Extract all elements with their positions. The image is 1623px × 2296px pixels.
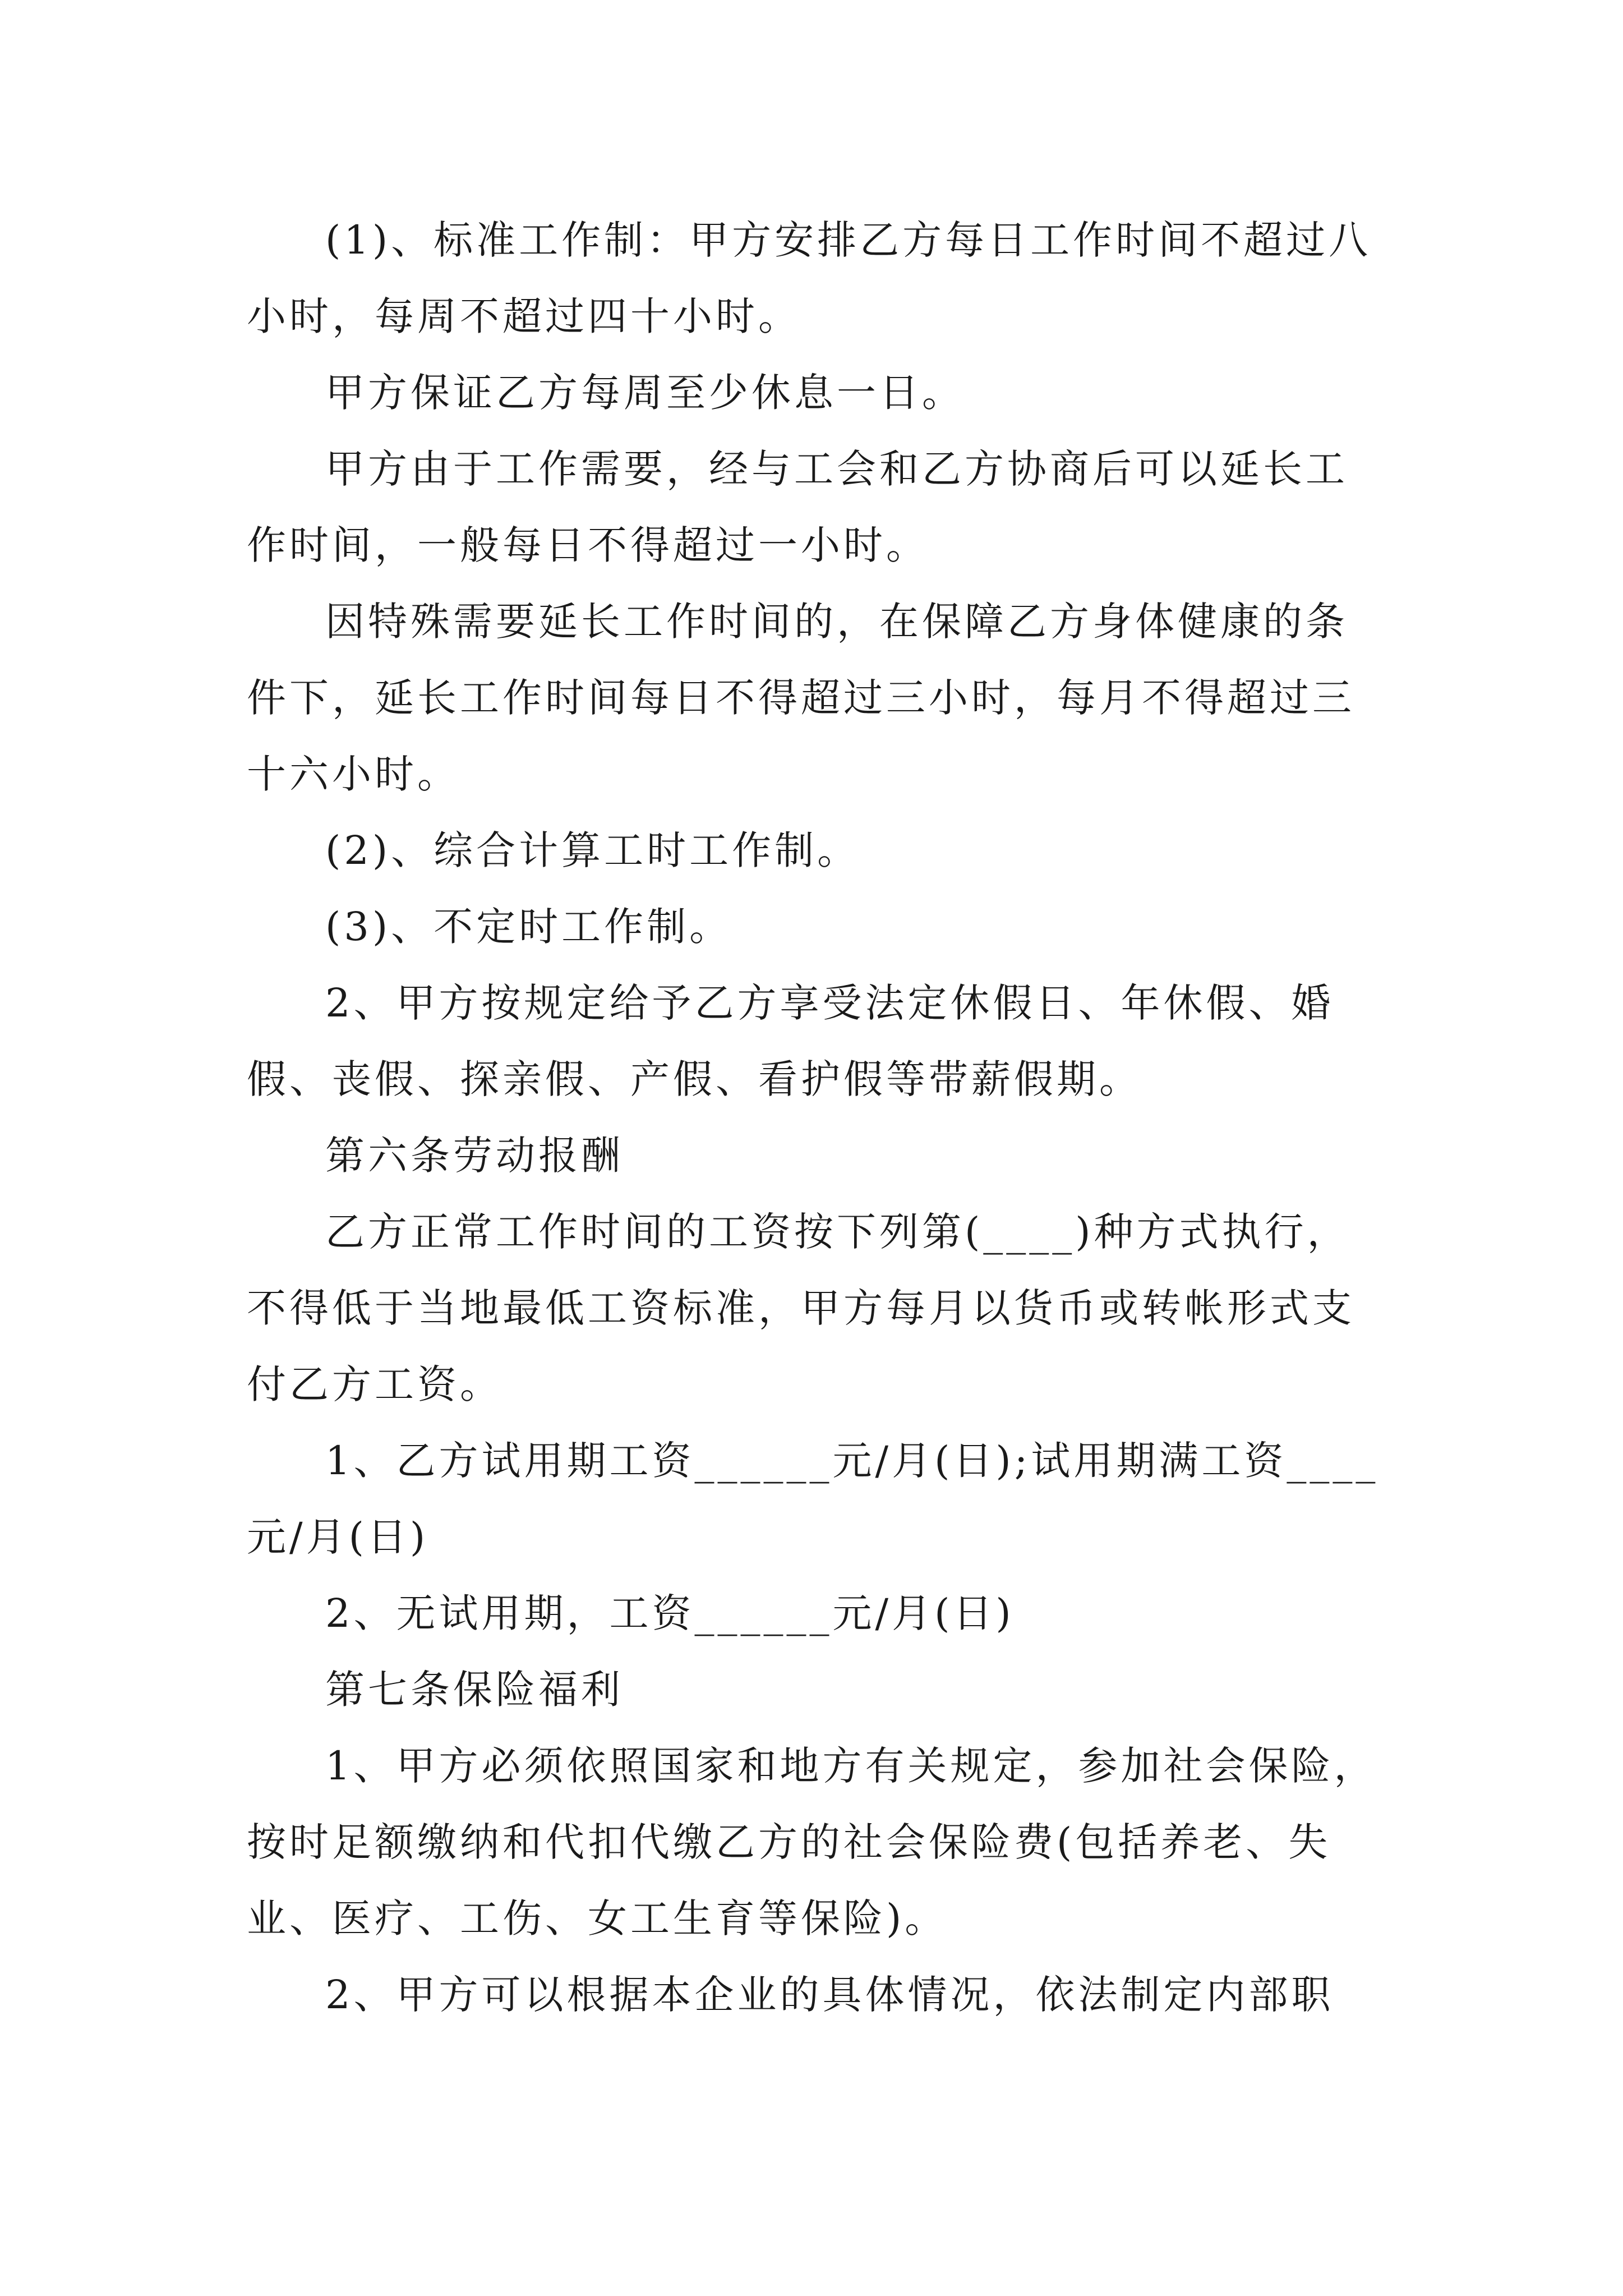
paragraph-probation-wage: 1、乙方试用期工资______元/月(日);试用期满工资____元/月(日) <box>247 1438 1379 1560</box>
heading-article-seven: 第七条保险福利 <box>325 1667 624 1713</box>
paragraph-weekly-rest: 甲方保证乙方每周至少休息一日。 <box>325 370 965 416</box>
paragraph-overtime-negotiation: 甲方由于工作需要，经与工会和乙方协商后可以延长工作时间，一般每日不得超过一小时。 <box>247 446 1348 568</box>
paragraph-social-insurance: 1、甲方必须依照国家和地方有关规定，参加社会保险，按时足额缴纳和代扣代缴乙方的社会保险费(包括养老、失业、医疗、工伤、女工生育等保险)。 <box>247 1743 1377 1941</box>
paragraph-wage-method: 乙方正常工作时间的工资按下列第(____)种方式执行，不得低于当地最低工资标准，甲方每月以货币或转帐形式支付乙方工资。 <box>247 1209 1355 1407</box>
paragraph-flexible-hours: (3)、不定时工作制。 <box>325 904 732 950</box>
paragraph-special-overtime: 因特殊需要延长工作时间的，在保障乙方身体健康的条件下，延长工作时间每日不得超过三小时，每月不得超过三十六小时。 <box>247 599 1355 797</box>
paragraph-comprehensive-hours: (2)、综合计算工时工作制。 <box>325 827 860 873</box>
paragraph-standard-work-system: (1)、标准工作制：甲方安排乙方每日工作时间不超过八小时，每周不超过四十小时。 <box>247 217 1372 339</box>
paragraph-internal-rules: 2、甲方可以根据本企业的具体情况，依法制定内部职 <box>325 1972 1334 2018</box>
paragraph-paid-leave: 2、甲方按规定给予乙方享受法定休假日、年休假、婚假、丧假、探亲假、产假、看护假等带薪假期。 <box>247 980 1334 1102</box>
document-body <box>247 202 1385 2033</box>
heading-article-six: 第六条劳动报酬 <box>325 1133 624 1179</box>
paragraph-no-probation-wage: 2、无试用期，工资______元/月(日) <box>325 1590 1015 1636</box>
